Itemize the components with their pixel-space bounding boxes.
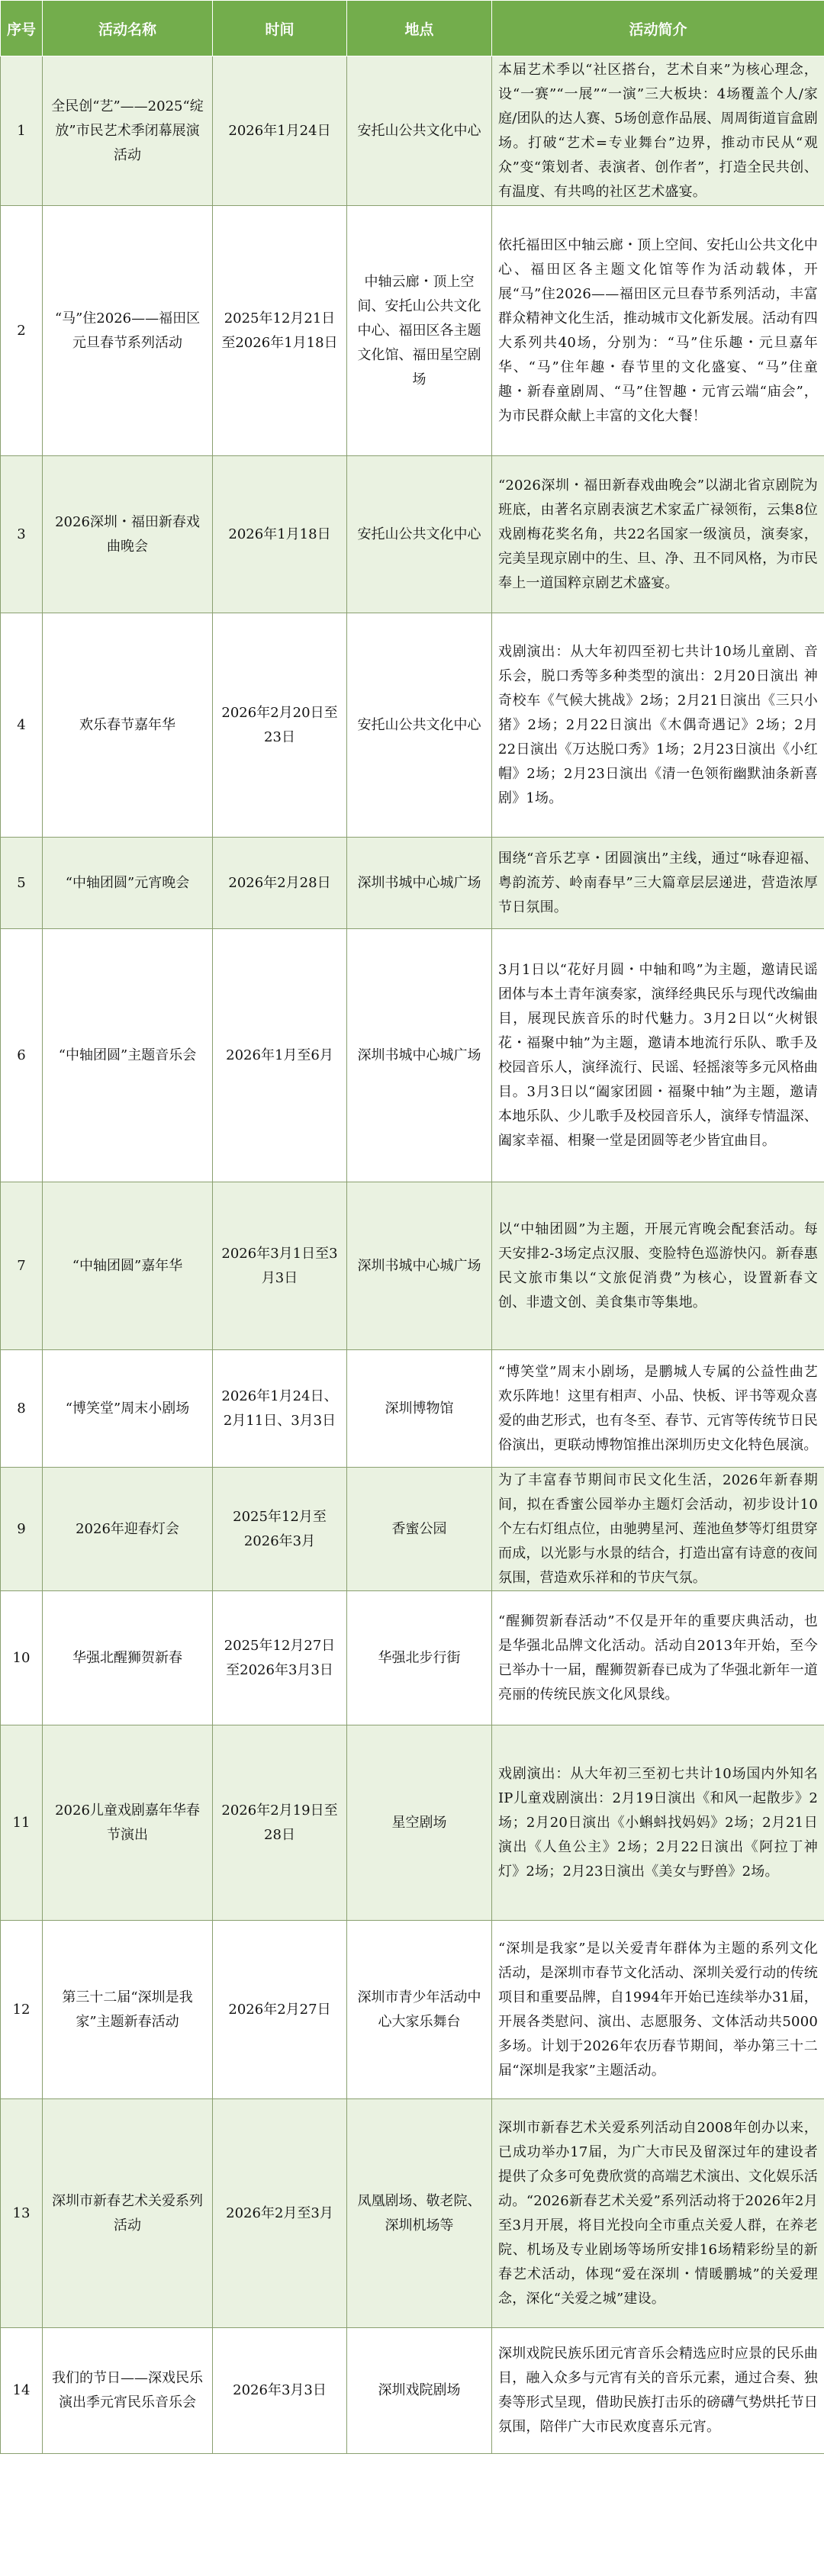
row-time: 2026年1月24日、2月11日、3月3日 [213,1350,347,1468]
row-desc: “博笑堂”周末小剧场，是鹏城人专属的公益性曲艺欢乐阵地！这里有相声、小品、快板、评书等观众喜爱的曲艺形式，也有冬至、春节、元宵等传统节日民俗演出，更联动博物馆推出深圳历史文化特色展演。 [492,1350,824,1468]
table-row [1,1350,824,1468]
table-row [1,56,824,206]
header-desc: 活动简介 [492,1,824,56]
row-place: 安托山公共文化中心 [347,613,492,838]
row-desc: “深圳是我家”是以关爱青年群体为主题的系列文化活动，是深圳市春节文化活动、深圳关爱行动的传统项目和重要品牌，自1994年开始已连续举办31届，开展各类慰问、演出、志愿服务、文体活动共5000多场。计划于2026年农历春节期间，举办第三十二届“深圳是我家”主题活动。 [492,1921,824,2099]
row-num: 4 [1,613,43,838]
header-place: 地点 [347,1,492,56]
row-time: 2026年2月至3月 [213,2099,347,2328]
row-desc: 戏剧演出：从大年初三至初七共计10场国内外知名IP儿童戏剧演出：2月19日演出《和风一起散步》2场；2月20日演出《小蝌蚪找妈妈》2场；2月21日演出《人鱼公主》2场；2月22日演出《阿拉丁神灯》2场；2月23日演出《美女与野兽》2场。 [492,1725,824,1921]
row-num: 8 [1,1350,43,1468]
header-num: 序号 [1,1,43,56]
row-desc: “醒狮贺新春活动”不仅是开年的重要庆典活动，也是华强北品牌文化活动。活动自2013年开始，至今已举办十一届，醒狮贺新春已成为了华强北新年一道亮丽的传统民族文化风景线。 [492,1591,824,1725]
row-time: 2026年1月至6月 [213,929,347,1182]
row-name: 2026儿童戏剧嘉年华春节演出 [43,1725,213,1921]
row-place: 华强北步行街 [347,1591,492,1725]
row-time: 2025年12月27日至2026年3月3日 [213,1591,347,1725]
row-name: “中轴团圆”元宵晚会 [43,838,213,929]
table-row [1,613,824,838]
row-num: 12 [1,1921,43,2099]
row-place: 深圳市青少年活动中心大家乐舞台 [347,1921,492,2099]
row-time: 2026年1月18日 [213,456,347,613]
table-row [1,838,824,929]
table-row [1,1468,824,1591]
row-desc: 为了丰富春节期间市民文化生活，2026年新春期间，拟在香蜜公园举办主题灯会活动，初步设计10个左右灯组点位，由驰骋星河、莲池鱼梦等灯组贯穿而成，以光影与水景的结合，打造出富有诗意的夜间氛围，营造欢乐祥和的节庆气氛。 [492,1468,824,1591]
row-time: 2025年12月至2026年3月 [213,1468,347,1591]
table-row [1,1921,824,2099]
row-time: 2025年12月21日至2026年1月18日 [213,206,347,456]
row-time: 2026年1月24日 [213,56,347,206]
row-place: 香蜜公园 [347,1468,492,1591]
row-num: 14 [1,2328,43,2454]
row-name: “博笑堂”周末小剧场 [43,1350,213,1468]
row-num: 9 [1,1468,43,1591]
row-desc: 戏剧演出：从大年初四至初七共计10场儿童剧、音乐会，脱口秀等多种类型的演出：2月20日演出 神奇校车《气候大挑战》2场；2月21日演出《三只小猪》2场；2月22日演出《木偶奇遇记》2场；2月22日演出《万达脱口秀》1场；2月23日演出《小红帽》2场；2月23日演出《清一色领衔幽默油条新喜剧》1场。 [492,613,824,838]
row-time: 2026年2月28日 [213,838,347,929]
row-name: 2026深圳・福田新春戏曲晚会 [43,456,213,613]
table-row [1,2328,824,2454]
table-row [1,1591,824,1725]
header-name: 活动名称 [43,1,213,56]
row-time: 2026年2月20日至23日 [213,613,347,838]
table-row [1,1182,824,1350]
row-place: 深圳书城中心城广场 [347,929,492,1182]
row-num: 6 [1,929,43,1182]
row-place: 凤凰剧场、敬老院、深圳机场等 [347,2099,492,2328]
row-num: 5 [1,838,43,929]
row-place: 安托山公共文化中心 [347,456,492,613]
row-desc: 本届艺术季以“社区搭台，艺术自来”为核心理念，设“一赛”“一展”“一演”三大板块：4场覆盖个人/家庭/团队的达人赛、5场创意作品展、周周街道盲盒剧场。打破“艺术=专业舞台”边界，推动市民从“观众”变“策划者、表演者、创作者”，打造全民共创、有温度、有共鸣的社区艺术盛宴。 [492,56,824,206]
row-num: 11 [1,1725,43,1921]
row-name: 深圳市新春艺术关爱系列活动 [43,2099,213,2328]
row-time: 2026年3月3日 [213,2328,347,2454]
row-name: 全民创“艺”——2025“绽放”市民艺术季闭幕展演活动 [43,56,213,206]
row-name: “马”住2026——福田区元旦春节系列活动 [43,206,213,456]
row-name: 欢乐春节嘉年华 [43,613,213,838]
row-num: 1 [1,56,43,206]
row-desc: 以“中轴团圆”为主题，开展元宵晚会配套活动。每天安排2-3场定点汉服、变脸特色巡游快闪。新春惠民文旅市集以“文旅促消费”为核心，设置新春文创、非遗文创、美食集市等集地。 [492,1182,824,1350]
row-name: 2026年迎春灯会 [43,1468,213,1591]
header-time: 时间 [213,1,347,56]
row-time: 2026年3月1日至3月3日 [213,1182,347,1350]
table-header-row [1,1,824,56]
row-place: 安托山公共文化中心 [347,56,492,206]
row-name: 华强北醒狮贺新春 [43,1591,213,1725]
row-place: 深圳书城中心城广场 [347,1182,492,1350]
row-place: 中轴云廊・顶上空间、安托山公共文化中心、福田区各主题文化馆、福田星空剧场 [347,206,492,456]
row-name: “中轴团圆”主题音乐会 [43,929,213,1182]
row-name: “中轴团圆”嘉年华 [43,1182,213,1350]
row-num: 7 [1,1182,43,1350]
table-row [1,2099,824,2328]
row-place: 星空剧场 [347,1725,492,1921]
row-desc: “2026深圳・福田新春戏曲晚会”以湖北省京剧院为班底，由著名京剧表演艺术家孟广禄领衔，云集8位戏剧梅花奖名角，共22名国家一级演员，演奏家，完美呈现京剧中的生、旦、净、丑不同风格，为市民奉上一道国粹京剧艺术盛宴。 [492,456,824,613]
row-num: 3 [1,456,43,613]
row-desc: 3月1日以“花好月圆・中轴和鸣”为主题，邀请民谣团体与本土青年演奏家，演绎经典民乐与现代改编曲目，展现民族音乐的时代魅力。3月2日以“火树银花・福聚中轴”为主题，邀请本地流行乐队、歌手及校园音乐人，演绎流行、民谣、轻摇滚等多元风格曲目。3月3日以“阖家团圆・福聚中轴”为主题，邀请本地乐队、少儿歌手及校园音乐人，演绎专情温深、阖家幸福、相聚一堂是团圆等老少皆宜曲目。 [492,929,824,1182]
row-desc: 深圳戏院民族乐团元宵音乐会精选应时应景的民乐曲目，融入众多与元宵有关的音乐元素，通过合奏、独奏等形式呈现，借助民族打击乐的磅礴气势烘托节日氛围，陪伴广大市民欢度喜乐元宵。 [492,2328,824,2454]
row-place: 深圳博物馆 [347,1350,492,1468]
row-name: 第三十二届“深圳是我家”主题新春活动 [43,1921,213,2099]
row-desc: 围绕“音乐艺享・团圆演出”主线，通过“咏春迎福、粤韵流芳、岭南春早”三大篇章层层递进，营造浓厚节日氛围。 [492,838,824,929]
row-num: 2 [1,206,43,456]
row-place: 深圳书城中心城广场 [347,838,492,929]
row-time: 2026年2月19日至28日 [213,1725,347,1921]
table-row [1,1725,824,1921]
row-num: 13 [1,2099,43,2328]
row-desc: 深圳市新春艺术关爱系列活动自2008年创办以来，已成功举办17届，为广大市民及留深过年的建设者提供了众多可免费欣赏的高端艺术演出、文化娱乐活动。“2026新春艺术关爱”系列活动将于2026年2月至3月开展，将目光投向全市重点关爱人群，在养老院、机场及专业剧场等场所安排16场精彩纷呈的新春艺术活动，体现“爱在深圳・情暖鹏城”的关爱理念，深化“关爱之城”建设。 [492,2099,824,2328]
table-row [1,929,824,1182]
row-time: 2026年2月27日 [213,1921,347,2099]
table-row [1,206,824,456]
row-num: 10 [1,1591,43,1725]
table-row [1,456,824,613]
row-place: 深圳戏院剧场 [347,2328,492,2454]
row-desc: 依托福田区中轴云廊・顶上空间、安托山公共文化中心、福田区各主题文化馆等作为活动载体，开展“马”住2026——福田区元旦春节系列活动，丰富群众精神文化生活，推动城市文化新发展。活动有四大系列共40场，分别为：“马”住乐趣・元旦嘉年华、“马”住年趣・春节里的文化盛宴、“马”住童趣・新春童剧周、“马”住智趣・元宵云端“庙会”，为市民群众献上丰富的文化大餐！ [492,206,824,456]
row-name: 我们的节日——深戏民乐演出季元宵民乐音乐会 [43,2328,213,2454]
